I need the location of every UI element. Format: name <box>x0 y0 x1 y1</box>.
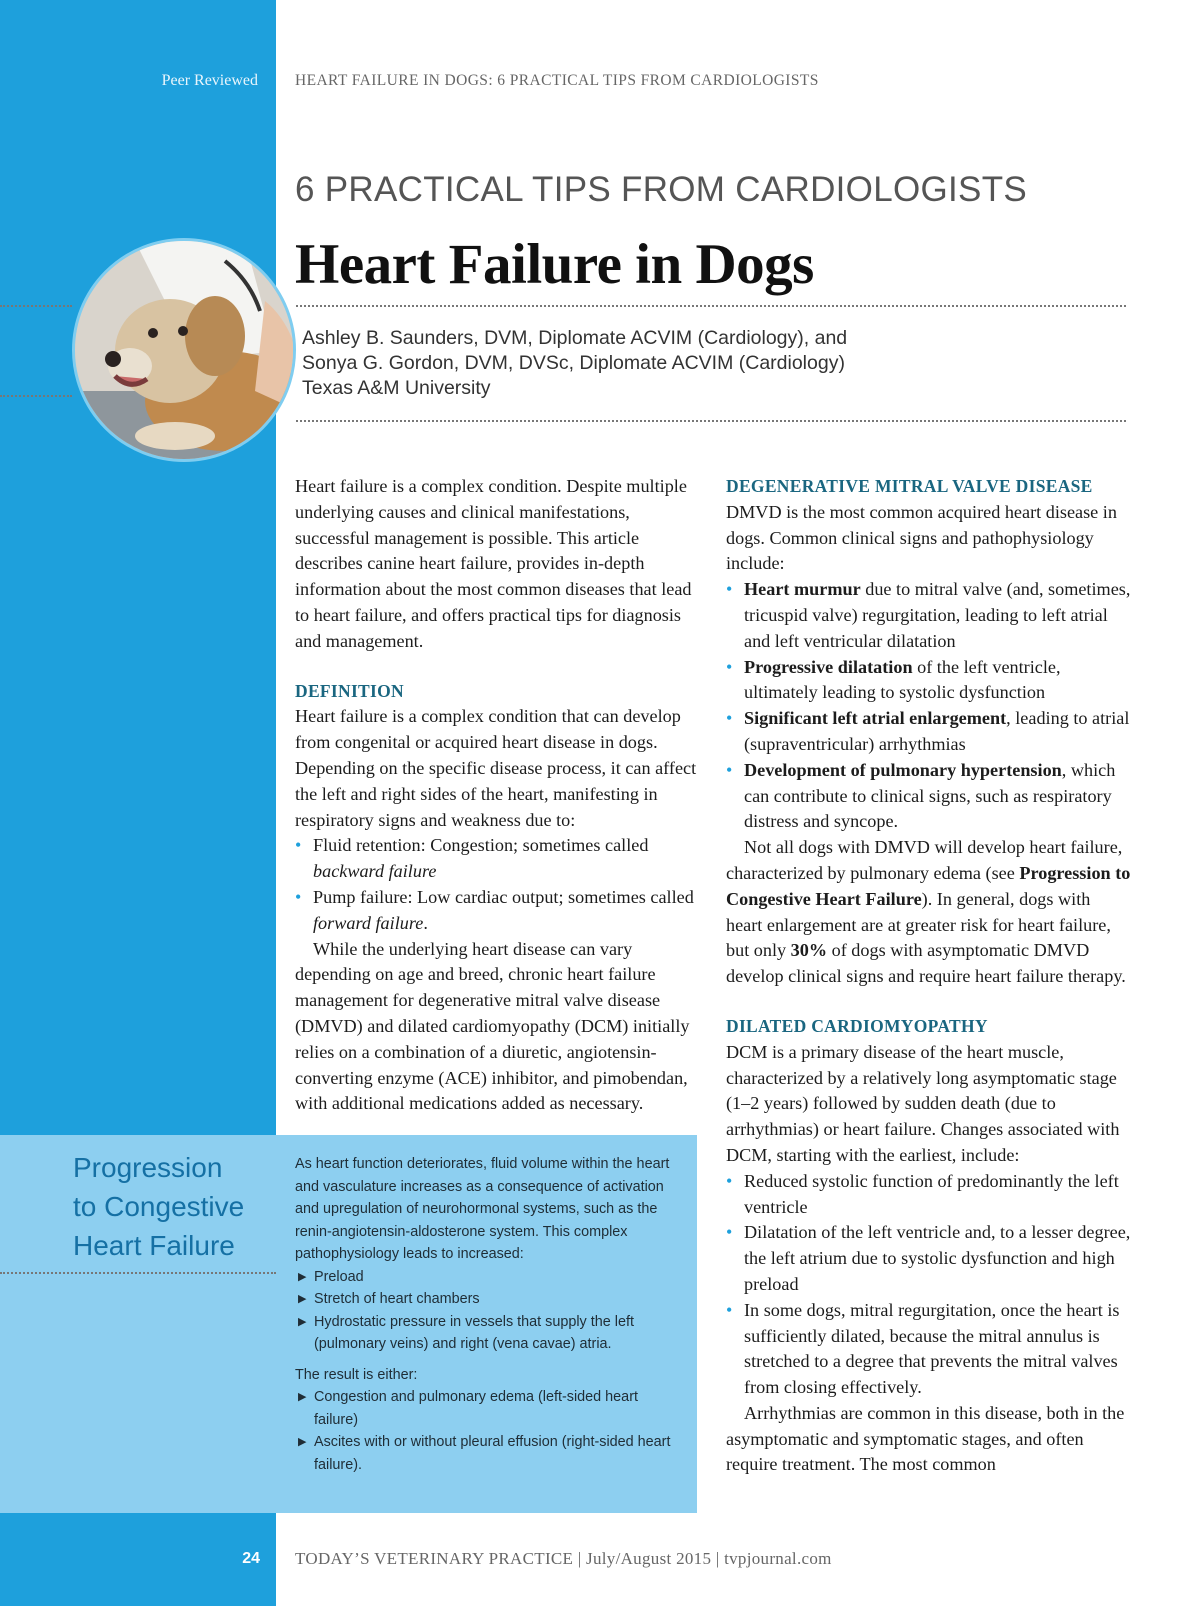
dmvd-sign-list <box>726 577 1131 835</box>
dcm-paragraph: Arrhythmias are common in this disease, both in the asymptomatic and symptomatic stages, and often require treatment. The most common <box>726 1402 1125 1475</box>
list-item: ▶ Congestion and pulmonary edema (left-sided heart failure) <box>295 1386 685 1431</box>
bullet-icon: • <box>726 579 733 600</box>
author-affiliation: Texas A&M University <box>302 377 491 399</box>
dcm-change-list <box>726 1169 1131 1401</box>
bullet-icon: • <box>295 835 302 856</box>
list-item: • Progressive dilatation of the left ventricle, ultimately leading to systolic dysfunction <box>726 656 1061 703</box>
divider-dots <box>296 420 1126 422</box>
dcm-heading: DILATED CARDIOMYOPATHY <box>726 1015 988 1036</box>
list-item: • Fluid retention: Congestion; sometimes called backward failure <box>295 835 649 882</box>
definition-heading: DEFINITION <box>295 680 404 701</box>
bullet-icon: • <box>726 759 733 780</box>
dmvd-intro: DMVD is the most common acquired heart disease in dogs. Common clinical signs and pathophysiology include: <box>726 501 1117 574</box>
dmvd-heading: DEGENERATIVE MITRAL VALVE DISEASE <box>726 476 1093 496</box>
result-list <box>295 1386 685 1476</box>
article-title: Heart Failure in Dogs <box>295 233 814 296</box>
bullet-icon: • <box>726 1170 733 1191</box>
list-item: • Pump failure: Low cardiac output; sometimes called forward failure. <box>295 886 694 933</box>
list-item: • Heart murmur due to mitral valve (and, sometimes, tricuspid valve) regurgitation, leading to left atrial and left ventricular dilatation <box>726 579 1131 651</box>
sidebar-title: Progression to Congestive Heart Failure <box>73 1152 245 1261</box>
bullet-icon: • <box>726 656 733 677</box>
list-item: ▶ Hydrostatic pressure in vessels that supply the left (pulmonary veins) and right (vena cavae) atria. <box>295 1311 685 1356</box>
page-number: 24 <box>242 1550 260 1567</box>
divider-dots <box>296 305 1126 307</box>
increased-list <box>295 1266 685 1356</box>
dog-illustration <box>75 241 296 462</box>
author-block <box>302 326 847 401</box>
bullet-icon: • <box>295 886 302 907</box>
dog-photo <box>72 238 296 462</box>
author-line: Sonya G. Gordon, DVM, DVSc, Diplomate ACVIM (Cardiology) <box>302 352 845 374</box>
list-item: • Dilatation of the left ventricle and, to a lesser degree, the left atrium due to systolic dysfunction and high preload <box>726 1222 1131 1294</box>
divider-dots <box>0 1272 276 1274</box>
peer-reviewed-label: Peer Reviewed <box>161 72 258 89</box>
dcm-intro: DCM is a primary disease of the heart muscle, characterized by a relatively long asymptomatic stage (1–2 years) followed by sudden death (due to arrhythmias) or heart failure. Changes associated with DCM, starting with the earliest, include: <box>726 1041 1120 1165</box>
footer-text: TODAY’S VETERINARY PRACTICE | July/August 2015 | tvpjournal.com <box>295 1549 832 1568</box>
divider-dots <box>0 395 72 397</box>
list-item: ▶ Preload <box>295 1266 685 1289</box>
list-item: ▶ Stretch of heart chambers <box>295 1288 685 1311</box>
author-line: Ashley B. Saunders, DVM, Diplomate ACVIM (Cardiology), and <box>302 327 848 349</box>
list-item: • Significant left atrial enlargement, leading to atrial (supraventricular) arrhythmias <box>726 708 1130 754</box>
list-item: • Reduced systolic function of predominantly the left ventricle <box>726 1170 1119 1217</box>
management-paragraph: While the underlying heart disease can vary depending on age and breed, chronic heart failure management for degenerative mitral valve disease (DMVD) and dilated cardiomyopathy (DCM) initially relies on a combination of a diuretic, angiotensin-converting enzyme (ACE) inhibitor, and pimobendan, with additional medications added as necessary. <box>295 938 690 1114</box>
sidebar-intro: As heart function deteriorates, fluid volume within the heart and vasculature increases as a consequence of activation and upregulation of neurohormonal systems, such as the renin-angiotensin-aldosterone system. This complex pathophysiology leads to increased: <box>295 1156 670 1262</box>
list-item: • In some dogs, mitral regurgitation, once the heart is sufficiently dilated, because the mitral annulus is stretched to a degree that prevents the mitral valves from closing effectively. <box>726 1299 1120 1398</box>
divider-dots <box>0 305 72 307</box>
result-label: The result is either: <box>295 1366 418 1383</box>
triangle-bullet-icon: ▶ <box>298 1391 307 1403</box>
triangle-bullet-icon: ▶ <box>298 1436 307 1448</box>
left-text-column <box>295 474 700 1117</box>
definition-paragraph: Heart failure is a complex condition that can develop from congenital or acquired heart disease in dogs. Depending on the specific disease process, it can affect the left and right sides of the heart, manifesting in respiratory signs and weakness due to: <box>295 706 697 830</box>
running-head: HEART FAILURE IN DOGS: 6 PRACTICAL TIPS FROM CARDIOLOGISTS <box>295 72 819 89</box>
intro-paragraph: Heart failure is a complex condition. Despite multiple underlying causes and clinical manifestations, successful management is possible. This article describes canine heart failure, provides in-depth information about the most common diseases that lead to heart failure, and offers practical tips for diagnosis and management. <box>295 476 692 651</box>
failure-type-list <box>295 833 700 936</box>
article-overline: 6 PRACTICAL TIPS FROM CARDIOLOGISTS <box>295 170 1028 209</box>
bullet-icon: • <box>726 708 733 729</box>
bullet-icon: • <box>726 1299 733 1320</box>
dmvd-paragraph: Not all dogs with DMVD will develop heart failure, characterized by pulmonary edema (see Progression to Congestive Heart Failure). In general, dogs with heart enlargement are at greater risk for heart failure, but only 30% of dogs with asymptomatic DMVD develop clinical signs and require heart failure therapy. <box>726 837 1131 987</box>
sidebar-text <box>295 1153 685 1476</box>
list-item: • Development of pulmonary hypertension, which can contribute to clinical signs, such as respiratory distress and syncope. <box>726 759 1116 832</box>
triangle-bullet-icon: ▶ <box>298 1270 307 1283</box>
right-text-column <box>726 474 1131 1478</box>
bullet-icon: • <box>726 1222 733 1243</box>
triangle-bullet-icon: ▶ <box>298 1293 307 1305</box>
triangle-bullet-icon: ▶ <box>298 1315 307 1328</box>
list-item: ▶ Ascites with or without pleural effusion (right-sided heart failure). <box>295 1431 685 1476</box>
